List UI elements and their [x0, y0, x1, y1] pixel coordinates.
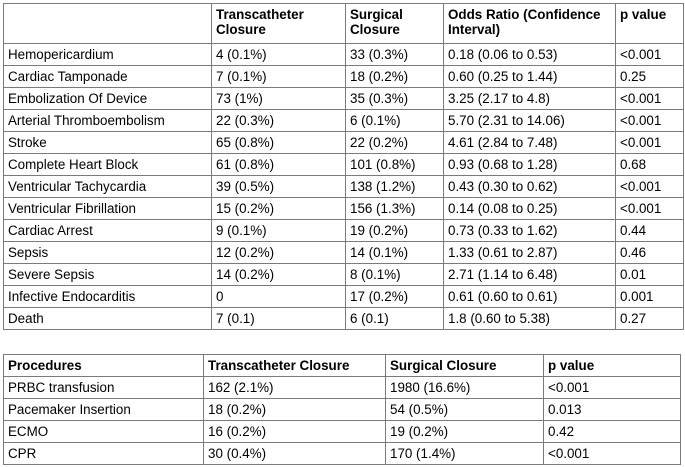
outcomes-cell: 0.14 (0.08 to 0.25): [444, 198, 616, 220]
outcomes-cell: 0.01: [616, 264, 684, 286]
procedures-cell: 16 (0.2%): [204, 421, 386, 443]
procedures-row: [4, 377, 681, 399]
outcomes-row-label: Ventricular Fibrillation: [4, 198, 212, 220]
procedures-row-label: PRBC transfusion: [4, 377, 204, 399]
outcomes-cell: 3.25 (2.17 to 4.8): [444, 88, 616, 110]
outcomes-cell: 0.68: [616, 154, 684, 176]
outcomes-cell: 0: [212, 286, 346, 308]
procedures-cell: 1980 (16.6%): [386, 377, 544, 399]
procedures-table-header: [4, 355, 681, 377]
procedures-header-cell: Procedures: [4, 355, 204, 377]
outcomes-row-label: Stroke: [4, 132, 212, 154]
outcomes-row: [4, 264, 684, 286]
outcomes-cell: 0.18 (0.06 to 0.53): [444, 44, 616, 66]
outcomes-cell: 12 (0.2%): [212, 242, 346, 264]
outcomes-row: [4, 88, 684, 110]
outcomes-cell: 0.60 (0.25 to 1.44): [444, 66, 616, 88]
procedures-row-label: CPR: [4, 443, 204, 465]
outcomes-cell: 18 (0.2%): [346, 66, 444, 88]
outcomes-cell: 7 (0.1%): [212, 66, 346, 88]
outcomes-row-label: Hemopericardium: [4, 44, 212, 66]
outcomes-cell: 0.73 (0.33 to 1.62): [444, 220, 616, 242]
outcomes-row: [4, 242, 684, 264]
outcomes-cell: 0.46: [616, 242, 684, 264]
procedures-cell: <0.001: [544, 377, 681, 399]
outcomes-cell: 9 (0.1%): [212, 220, 346, 242]
procedures-cell: 30 (0.4%): [204, 443, 386, 465]
outcomes-cell: 61 (0.8%): [212, 154, 346, 176]
procedures-cell: 162 (2.1%): [204, 377, 386, 399]
outcomes-cell: 0.27: [616, 308, 684, 330]
outcomes-cell: <0.001: [616, 132, 684, 154]
outcomes-cell: 156 (1.3%): [346, 198, 444, 220]
outcomes-cell: <0.001: [616, 88, 684, 110]
procedures-table: [3, 354, 681, 465]
procedures-cell: 170 (1.4%): [386, 443, 544, 465]
outcomes-header-cell: Surgical Closure: [346, 4, 444, 44]
outcomes-cell: 6 (0.1): [346, 308, 444, 330]
outcomes-row-label: Cardiac Arrest: [4, 220, 212, 242]
outcomes-row: [4, 132, 684, 154]
outcomes-cell: 4 (0.1%): [212, 44, 346, 66]
outcomes-cell: 0.25: [616, 66, 684, 88]
procedures-cell: 19 (0.2%): [386, 421, 544, 443]
outcomes-cell: 33 (0.3%): [346, 44, 444, 66]
outcomes-cell: <0.001: [616, 176, 684, 198]
procedures-cell: 0.013: [544, 399, 681, 421]
outcomes-header-cell: [4, 4, 212, 44]
outcomes-cell: 6 (0.1%): [346, 110, 444, 132]
outcomes-cell: 39 (0.5%): [212, 176, 346, 198]
outcomes-cell: 138 (1.2%): [346, 176, 444, 198]
procedures-header-cell: Surgical Closure: [386, 355, 544, 377]
procedures-row-label: Pacemaker Insertion: [4, 399, 204, 421]
outcomes-cell: 65 (0.8%): [212, 132, 346, 154]
outcomes-cell: <0.001: [616, 110, 684, 132]
outcomes-header-cell: Transcatheter Closure: [212, 4, 346, 44]
procedures-row: [4, 421, 681, 443]
outcomes-table: [3, 3, 684, 330]
outcomes-row: [4, 308, 684, 330]
outcomes-cell: 0.93 (0.68 to 1.28): [444, 154, 616, 176]
outcomes-row-label: Severe Sepsis: [4, 264, 212, 286]
outcomes-cell: 5.70 (2.31 to 14.06): [444, 110, 616, 132]
procedures-row-label: ECMO: [4, 421, 204, 443]
outcomes-row-label: Sepsis: [4, 242, 212, 264]
procedures-cell: 18 (0.2%): [204, 399, 386, 421]
outcomes-table-header: [4, 4, 684, 44]
outcomes-cell: 0.001: [616, 286, 684, 308]
outcomes-cell: <0.001: [616, 198, 684, 220]
outcomes-row-label: Ventricular Tachycardia: [4, 176, 212, 198]
outcomes-cell: 35 (0.3%): [346, 88, 444, 110]
outcomes-cell: <0.001: [616, 44, 684, 66]
outcomes-cell: 22 (0.2%): [346, 132, 444, 154]
outcomes-row: [4, 220, 684, 242]
procedures-header-row: [4, 355, 681, 377]
procedures-cell: 54 (0.5%): [386, 399, 544, 421]
outcomes-cell: 7 (0.1): [212, 308, 346, 330]
outcomes-cell: 17 (0.2%): [346, 286, 444, 308]
outcomes-cell: 0.43 (0.30 to 0.62): [444, 176, 616, 198]
outcomes-header-cell: p value: [616, 4, 684, 44]
outcomes-cell: 73 (1%): [212, 88, 346, 110]
outcomes-cell: 14 (0.2%): [212, 264, 346, 286]
outcomes-row: [4, 286, 684, 308]
procedures-header-cell: p value: [544, 355, 681, 377]
procedures-table-body: [4, 377, 681, 465]
procedures-row: [4, 399, 681, 421]
outcomes-row-label: Embolization Of Device: [4, 88, 212, 110]
outcomes-row-label: Infective Endocarditis: [4, 286, 212, 308]
outcomes-cell: 19 (0.2%): [346, 220, 444, 242]
outcomes-cell: 14 (0.1%): [346, 242, 444, 264]
outcomes-table-body: [4, 44, 684, 330]
outcomes-row: [4, 110, 684, 132]
outcomes-cell: 1.8 (0.60 to 5.38): [444, 308, 616, 330]
outcomes-row: [4, 176, 684, 198]
outcomes-cell: 4.61 (2.84 to 7.48): [444, 132, 616, 154]
outcomes-cell: 22 (0.3%): [212, 110, 346, 132]
outcomes-cell: 2.71 (1.14 to 6.48): [444, 264, 616, 286]
outcomes-row: [4, 44, 684, 66]
outcomes-row-label: Arterial Thromboembolism: [4, 110, 212, 132]
outcomes-row: [4, 66, 684, 88]
outcomes-row-label: Complete Heart Block: [4, 154, 212, 176]
outcomes-row-label: Cardiac Tamponade: [4, 66, 212, 88]
outcomes-row-label: Death: [4, 308, 212, 330]
outcomes-cell: 0.44: [616, 220, 684, 242]
procedures-cell: 0.42: [544, 421, 681, 443]
outcomes-header-row: [4, 4, 684, 44]
outcomes-cell: 101 (0.8%): [346, 154, 444, 176]
outcomes-row: [4, 154, 684, 176]
outcomes-header-cell: Odds Ratio (Confidence Interval): [444, 4, 616, 44]
procedures-row: [4, 443, 681, 465]
outcomes-cell: 0.61 (0.60 to 0.61): [444, 286, 616, 308]
outcomes-cell: 8 (0.1%): [346, 264, 444, 286]
procedures-cell: <0.001: [544, 443, 681, 465]
outcomes-cell: 15 (0.2%): [212, 198, 346, 220]
procedures-header-cell: Transcatheter Closure: [204, 355, 386, 377]
outcomes-cell: 1.33 (0.61 to 2.87): [444, 242, 616, 264]
outcomes-row: [4, 198, 684, 220]
